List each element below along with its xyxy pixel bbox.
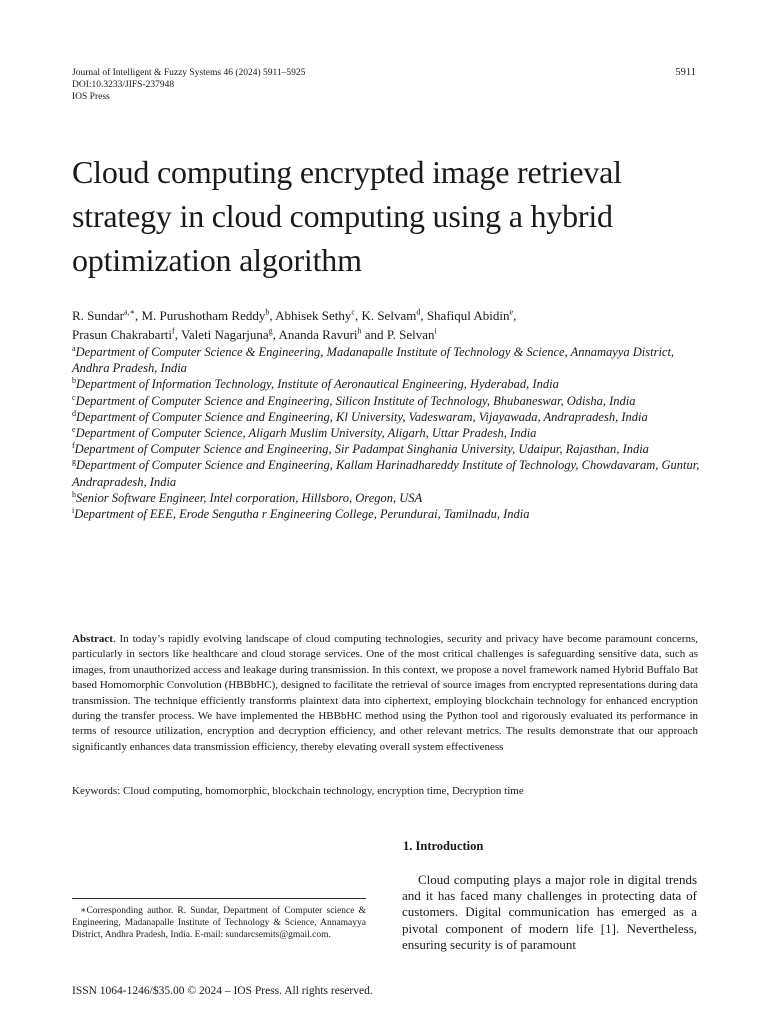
author-affiliation-marker: c — [351, 307, 355, 317]
affiliation-item — [72, 425, 700, 441]
affiliation-item — [72, 457, 700, 489]
affiliation-marker: e — [72, 424, 76, 434]
affiliation-text: Department of Computer Science and Engineering, Sir Padampat Singhania University, Udaipur, Rajasthan, India — [74, 442, 649, 457]
page-number: 5911 — [675, 67, 696, 78]
affiliation-text: Senior Software Engineer, Intel corporation, Hillsboro, Oregon, USA — [76, 490, 423, 505]
affiliation-text: Department of Computer Science and Engineering, Kallam Harinadhareddy Institute of Technology, Chowdavaram, Guntur, Andrapradesh, India — [72, 458, 700, 489]
paper-title: Cloud computing encrypted image retrieval strategy in cloud computing using a hybrid optimization algorithm — [72, 154, 622, 278]
affiliation-text: Department of Computer Science and Engineering, Silicon Institute of Technology, Bhubaneswar, Odisha, India — [75, 393, 636, 408]
author-name: Valeti Nagarjuna — [180, 327, 269, 342]
affiliation-marker: i — [72, 505, 75, 515]
keywords: Keywords: Cloud computing, homomorphic, blockchain technology, encryption time, Decryption time — [72, 785, 524, 797]
author-name: R. Sundar — [72, 308, 124, 323]
author-name: M. Purushotham Reddy — [141, 308, 266, 323]
affiliation-item — [72, 393, 700, 409]
affiliation-marker: d — [72, 408, 76, 418]
affiliation-marker: a — [72, 343, 76, 353]
author-affiliation-marker: b — [265, 307, 270, 317]
author-affiliation-marker: i — [434, 326, 437, 336]
author-affiliation-marker: h — [357, 326, 362, 336]
affiliation-item — [72, 344, 700, 376]
affiliation-marker: b — [72, 376, 76, 386]
introduction-text: Cloud computing plays a major role in digital trends and it has faced many challenges in protecting data of customers. Digital communication has emerged as a pivotal component of modern life [1]. Nevertheless, ensuring security is of paramount — [402, 872, 697, 952]
affiliation-text: Department of Computer Science, Aligarh Muslim University, Aligarh, Uttar Pradesh, India — [75, 426, 537, 441]
copyright-footer: ISSN 1064-1246/$35.00 © 2024 – IOS Press. All rights reserved. — [72, 985, 373, 997]
affiliation-list — [72, 344, 700, 522]
author-affiliation-marker: g — [268, 326, 273, 336]
affiliation-marker: h — [72, 489, 76, 499]
affiliation-marker: g — [72, 457, 76, 467]
affiliation-text: Department of EEE, Erode Sengutha r Engineering College, Perundurai, Tamilnadu, India — [74, 507, 530, 522]
affiliation-item — [72, 376, 700, 392]
affiliation-text: Department of Computer Science and Engineering, Kl University, Vadeswaram, Vijayawada, Andrapradesh, India — [76, 409, 648, 424]
abstract-text: . In today’s rapidly evolving landscape of cloud computing technologies, security and privacy have become paramount concerns, particularly in sectors like healthcare and cloud storage services. One of the most critical challenges is safeguarding sensitive data, such as images, from unauthorized access and leakage during transmission. In this context, we propose a novel framework named Hybrid Buffalo Bat based Homomorphic Convolution (HBBbHC), designed to facilitate the retrieval of source images from encrypted representations during data transmission. The technique efficiently transforms plaintext data into ciphertext, employing blockchain technology for enhanced encryption during the transfer process. We have implemented the HBBbHC method using the Python tool and rigorously evaluated its performance in terms of resource utilization, encryption and decryption efficiency, and other relevant metrics. The results demonstrate that our approach significantly enhances data transmission efficiency, thereby elevating overall system effectiveness — [72, 633, 698, 753]
affiliation-text: Department of Computer Science & Engineering, Madanapalle Institute of Technology & Science, Annamayya District, Andhra Pradesh, India — [72, 345, 675, 376]
author-name: Ananda Ravuri — [278, 327, 358, 342]
affiliation-item — [72, 409, 700, 425]
affiliation-marker: c — [72, 392, 76, 402]
abstract-label: Abstract — [72, 633, 113, 645]
author-affiliation-marker: e — [509, 307, 514, 317]
publisher: IOS Press — [72, 92, 110, 102]
affiliation-item — [72, 441, 700, 457]
author-name: Shafiqul Abidin — [426, 308, 510, 323]
abstract — [72, 632, 698, 755]
author-name: P. Selvan — [386, 327, 435, 342]
footnote-rule — [72, 898, 366, 899]
author-affiliation-marker: a,∗ — [124, 307, 135, 317]
corresponding-author-footnote: ∗Corresponding author. R. Sundar, Department of Computer science & Engineering, Madanapalle Institute of Technology & Science, Annamayya District, Andhra Pradesh, India. E-mail: sundarcsemits@gmail.com. — [72, 906, 366, 940]
doi[interactable]: DOI:10.3233/JIFS-237948 — [72, 80, 175, 90]
journal-header — [72, 67, 305, 103]
journal-citation: Journal of Intelligent & Fuzzy Systems 46 (2024) 5911–5925 — [72, 68, 306, 78]
author-name: Prasun Chakrabarti — [72, 327, 173, 342]
author-name: K. Selvam — [361, 308, 417, 323]
affiliation-item — [72, 506, 700, 522]
author-name: Abhisek Sethy — [275, 308, 352, 323]
author-list: R. Sundar$^{a,∗}$, M. Purushotham Reddy$^b$, Abhisek Sethy$^c$, K. Selvam$^d$, Shafiqul Abidin$^e$, Prasun Chakrabarti$^f$, Valeti Nagarjuna$^g$, Ananda Ravuri$^h$ and P. Selvan$^i$ — [72, 307, 517, 342]
affiliation-item — [72, 490, 700, 506]
affiliation-text: Department of Information Technology, Institute of Aeronautical Engineering, Hyderabad, India — [76, 377, 559, 392]
author-affiliation-marker: f — [172, 326, 175, 336]
section-heading-introduction: 1. Introduction — [403, 839, 484, 853]
affiliation-marker: f — [72, 441, 75, 451]
author-affiliation-marker: d — [416, 307, 421, 317]
